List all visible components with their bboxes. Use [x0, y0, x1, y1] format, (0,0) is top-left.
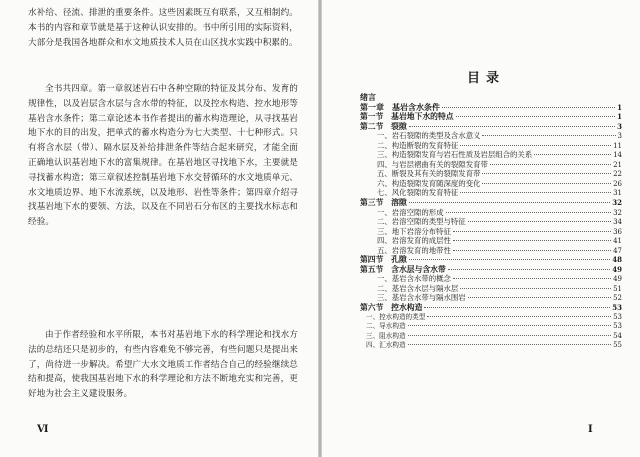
- toc-entry-page: 54: [613, 331, 622, 340]
- toc-dot-leader: [408, 325, 612, 326]
- toc-dot-leader: [427, 316, 611, 317]
- toc-dot-leader: [482, 183, 611, 184]
- toc-entry: [360, 236, 622, 246]
- toc-entry-label: 第一章 基岩含水条件: [360, 101, 440, 112]
- toc-entry: [360, 265, 622, 275]
- toc-entry-label: 三、基岩含水带与隔水围岩: [377, 293, 466, 303]
- toc-entry-label: 五、断裂及其有关的裂隙发育带: [377, 169, 481, 179]
- toc-entry-label: 三、地下岩溶分布特征: [377, 226, 451, 236]
- toc-dot-leader: [409, 202, 610, 203]
- toc-entry-page: 53: [612, 303, 622, 313]
- toc-entry: [360, 246, 622, 256]
- toc-entry: [360, 131, 622, 141]
- toc-entry-label: 六、构造裂隙发育随深度的变化: [377, 178, 481, 188]
- toc-entry-page: 48: [612, 255, 622, 265]
- toc-dot-leader: [408, 344, 612, 345]
- toc-entry-label: 二、岩溶空隙的类型与特征: [377, 217, 466, 227]
- toc-entry-page: 51: [613, 284, 622, 293]
- toc-entry-page: 11: [613, 141, 622, 150]
- toc-dot-leader: [460, 145, 611, 146]
- toc-entry-page: 26: [613, 179, 622, 188]
- toc-entry: [360, 141, 622, 151]
- toc-entry: [360, 303, 622, 313]
- toc-entry-label: 第三节 溶隙: [360, 198, 407, 208]
- toc-dot-leader: [446, 212, 612, 213]
- toc-entry-page: 53: [613, 322, 622, 331]
- toc-entry: [360, 341, 622, 351]
- body-paragraph-2: 全书共四章。第一章叙述岩石中各种空隙的特征及其分布、发育的规律性，以及岩层含水层与含水带的特征，以及控水构造、控水地形等基岩含水条件；第二章论述本书作者提出的蓄水构造理论，从寻找基岩地下水的目的出发，把单式的蓄水构造分为七大类型、十七种形式。只有将含水层（带）、隔水层及补给排泄条件等结合起来研究，才能全面正确地认识基岩地下水的富集规律。在基岩地区寻找地下水，主要就是寻找蓄水构造；第三章叙述控制基岩地下水交替循环的水文地质单元、水文地质边界、地下水流系统，以及地形、岩性等条件；第四章介绍寻找基岩地下水的要领、方法，以及在不同岩石分布区的主要找水标志和经验。: [28, 84, 298, 228]
- toc-entry-label: 二、构造断裂的发育特征: [377, 140, 459, 150]
- toc-entry-page: 22: [613, 170, 622, 179]
- toc-entry-label: 一、基岩含水带的概念: [377, 274, 451, 284]
- toc-dot-leader: [448, 269, 610, 270]
- toc-entry-page: 21: [613, 160, 622, 169]
- toc-entry: [360, 274, 622, 284]
- toc-entry-page: 49: [613, 275, 622, 284]
- toc-dot-leader: [453, 240, 611, 241]
- toc-entry-label: 第二节 裂隙: [360, 121, 407, 131]
- toc-dot-leader: [453, 278, 611, 279]
- toc-entry-label: 第一节 基岩地下水的特点: [360, 112, 454, 122]
- toc-entry-page: 36: [613, 227, 622, 236]
- toc-dot-leader: [424, 307, 610, 308]
- right-page: [322, 0, 640, 457]
- toc-entry-page: 1: [617, 102, 622, 112]
- toc-entry-label: 四、岩溶发育的成层性: [377, 236, 451, 246]
- toc-entry-label: 一、控水构造的类型: [366, 312, 426, 321]
- toc-dot-leader: [442, 107, 615, 108]
- toc-entry: [360, 293, 622, 303]
- toc-entry-label: 二、基岩含水层与隔水层: [377, 283, 459, 293]
- toc-entry-page: 31: [613, 189, 622, 198]
- toc-dot-leader: [468, 297, 611, 298]
- toc-entry: [360, 122, 622, 132]
- toc-entry-page: 47: [613, 246, 622, 255]
- toc-dot-leader: [460, 192, 611, 193]
- toc-dot-leader: [490, 164, 611, 165]
- toc-dot-leader: [453, 250, 611, 251]
- toc-entry: [360, 255, 622, 265]
- toc-entry-label: 一、岩石裂隙的类型及含水意义: [377, 131, 481, 141]
- toc-entry: [360, 179, 622, 189]
- toc-entry-page: 14: [613, 151, 622, 160]
- left-page-number: Ⅵ: [37, 424, 49, 435]
- toc-entry-label: 三、构造裂隙发育与岩石性质及岩层组合的关系: [377, 150, 533, 160]
- toc-entry-label: 四、与岩层褶曲有关的裂隙发育带: [377, 159, 488, 169]
- toc-dot-leader: [460, 288, 611, 289]
- toc-entry-label: 一、岩溶空隙的形成: [377, 207, 444, 217]
- toc-entry: [360, 103, 622, 113]
- toc-dot-leader: [482, 173, 611, 174]
- toc-entry-page: 3: [617, 121, 622, 131]
- toc-entry: [360, 150, 622, 160]
- toc-entry: [360, 160, 622, 170]
- body-paragraph-1: 水补给、径流、排泄的重要条件。这些因素既互有联系，又互相制约。本书的内容和章节就是基于这种认识安排的。书中所引用的实际资料，大部分是我国各地群众和水文地质技术人员在山区找水实践中积累的。: [28, 8, 298, 48]
- toc-entry-page: 1: [617, 112, 622, 122]
- toc-dot-leader: [409, 126, 615, 127]
- toc-entry-page: 32: [613, 208, 622, 217]
- toc-entry-page: 32: [612, 198, 622, 208]
- toc-entry-page: 41: [613, 237, 622, 246]
- toc-dot-leader: [468, 221, 611, 222]
- toc-dot-leader: [453, 231, 611, 232]
- toc-dot-leader: [456, 116, 616, 117]
- toc-entry: [360, 322, 622, 332]
- toc-entry-page: 49: [612, 264, 622, 274]
- left-page: [0, 0, 318, 457]
- toc-dot-leader: [482, 135, 615, 136]
- toc-entry-label: 二、导水构造: [366, 322, 406, 331]
- toc-entry-page: 55: [613, 341, 622, 350]
- toc-entry-page: 34: [613, 218, 622, 227]
- toc-entry-label: 三、阻水构造: [366, 331, 406, 340]
- toc-entry-label: 绪言: [360, 92, 376, 102]
- toc-entry: [360, 208, 622, 218]
- toc-entry: [360, 169, 622, 179]
- toc-entry-page: 52: [613, 294, 622, 303]
- toc-entry: [360, 284, 622, 294]
- toc-entry: [360, 112, 622, 122]
- toc-dot-leader: [409, 259, 610, 260]
- right-page-number: Ⅰ: [588, 424, 593, 435]
- toc-entry-label: 四、汇水构造: [366, 341, 406, 350]
- toc-entry: [360, 313, 622, 323]
- toc-entry: [360, 227, 622, 237]
- toc-entry: [360, 198, 622, 208]
- toc-dot-leader: [534, 154, 611, 155]
- toc-entry-page: 3: [617, 132, 622, 141]
- toc-entry-page: 53: [613, 312, 622, 321]
- toc-dot-leader: [408, 335, 612, 336]
- toc-entry: [360, 332, 622, 342]
- toc-entry-label: 第四节 孔隙: [360, 255, 407, 265]
- table-of-contents: [360, 93, 622, 351]
- toc-entry-label: 第五节 含水层与含水带: [360, 264, 446, 274]
- toc-entry: [360, 188, 622, 198]
- toc-title: 目录: [467, 71, 506, 86]
- toc-entry-label: 五、岩溶发育的地带性: [377, 245, 451, 255]
- toc-entry: [360, 217, 622, 227]
- toc-entry-label: 七、风化裂隙的发育特征: [377, 188, 459, 198]
- toc-entry-label: 第六节 控水构造: [360, 303, 423, 313]
- body-paragraph-3: 由于作者经验和水平所限，本书对基岩地下水的科学理论和找水方法的总结还只是初步的，有些内容难免不够完善，有些问题只是提出来了，尚待进一步解决。希望广大水文地质工作者结合自己的经验继续总结和提高，使我国基岩地下水的科学理论和方法不断地充实和完善，更好地为社会主义建设服务。: [28, 330, 298, 400]
